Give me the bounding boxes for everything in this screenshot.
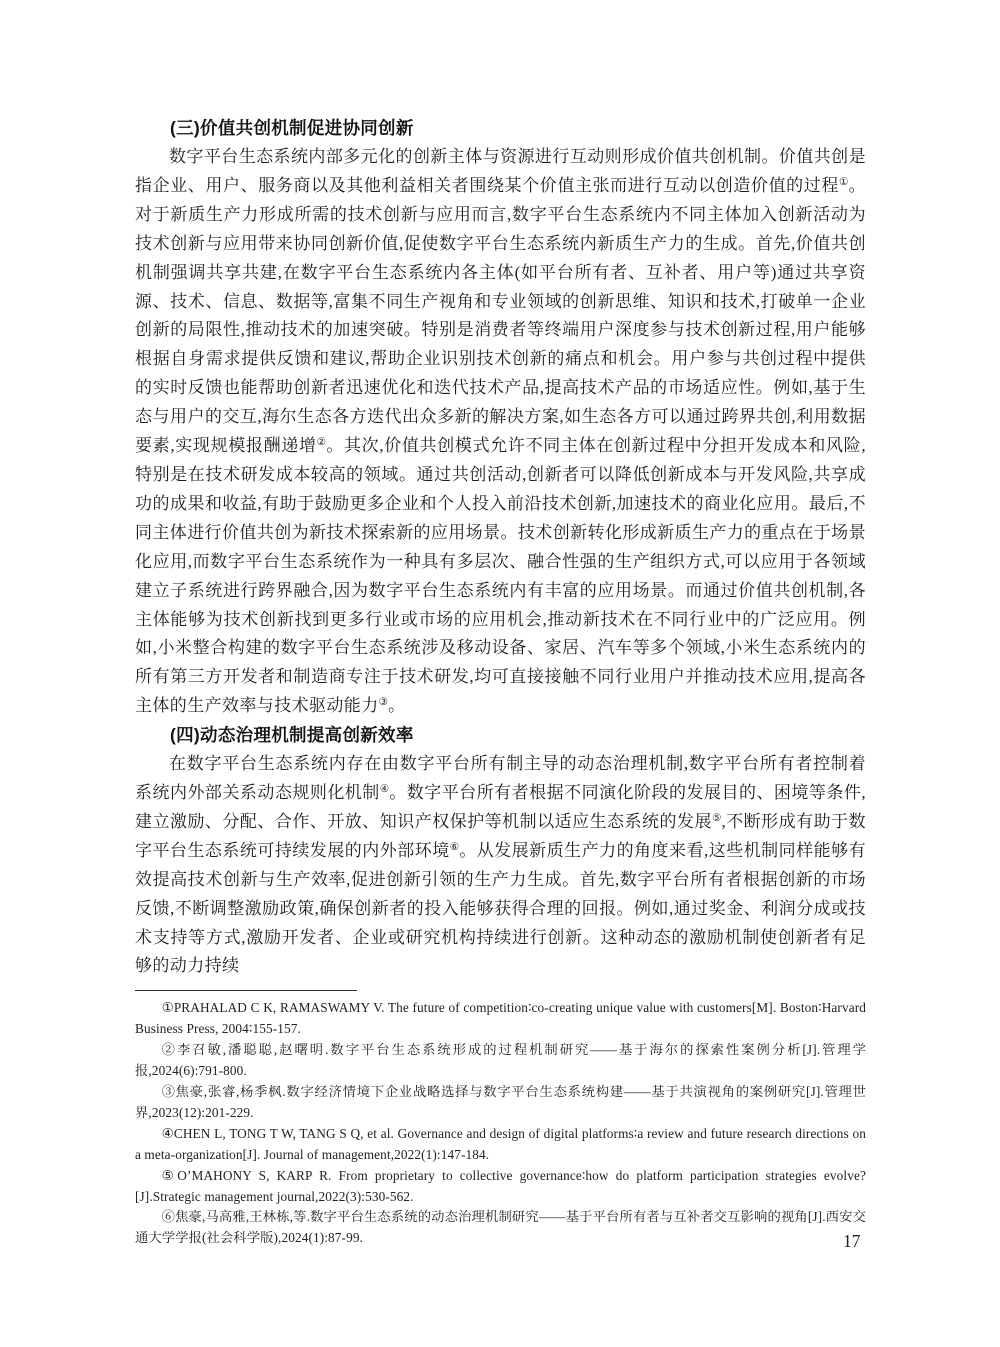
section-heading: (四)动态治理机制提高创新效率 (170, 725, 414, 746)
footnote-text: CHEN L, TONG T W, TANG S Q, et al. Governance and design of digital platforms∶a review and future research directions on a meta-organization[J]. Journal of management,2022(1):147-184. (135, 1125, 866, 1162)
footnote-item (135, 1124, 866, 1166)
footnote-item (135, 998, 866, 1040)
section-heading: (三)价值共创机制促进协同创新 (170, 118, 414, 138)
footnote-text: O’MAHONY S, KARP R. From proprietary to collective governance∶how do platform participation strategies evolve?[J].Strategic management journal,2022(3):530-562. (135, 1167, 866, 1204)
footnote-item (135, 1207, 866, 1249)
footnote-ref: ④ (379, 784, 390, 796)
footnote-marker: ① (161, 1000, 174, 1016)
article-body (135, 114, 866, 1249)
footnote-ref: ② (316, 437, 327, 449)
footnote-marker: ② (161, 1042, 177, 1058)
body-paragraph: 数字平台生态系统内部多元化的创新主体与资源进行互动则形成价值共创机制。价值共创是指企业、用户、服务商以及其他利益相关者围绕某个价值主张而进行互动以创造价值的过程①。对于新质生产力形成所需的技术创新与应用而言,数字平台生态系统内不同主体加入创新活动为技术创新与应用带来协同创新价值,促使数字平台生态系统内新质生产力的生成。首先,价值共创机制强调共享共建,在数字平台生态系统内各主体(如平台所有者、互补者、用户等)通过共享资源、技术、信息、数据等,富集不同生产视角和专业领域的创新思维、知识和技术,打破单一企业创新的局限性,推动技术的加速突破。特别是消费者等终端用户深度参与技术创新过程,用户能够根据自身需求提供反馈和建议,帮助企业识别技术创新的痛点和机会。用户参与共创过程中提供的实时反馈也能帮助创新者迅速优化和迭代技术产品,提高技术产品的市场适应性。例如,基于生态与用户的交互,海尔生态各方迭代出众多新的解决方案,如生态各方可以通过跨界共创,利用数据要素,实现规模报酬递增②。其次,价值共创模式允许不同主体在创新过程中分担开发成本和风险,特别是在技术研发成本较高的领域。通过共创活动,创新者可以降低创新成本与开发风险,共享成功的成果和收益,有助于鼓励更多企业和个人投入前沿技术创新,加速技术的商业化应用。最后,不同主体进行价值共创为新技术探索新的应用场景。技术创新转化形成新质生产力的重点在于场景化应用,而数字平台生态系统作为一种具有多层次、融合性强的生产组织方式,可以应用于各领域建立子系统进行跨界融合,因为数字平台生态系统内有丰富的应用场景。而通过价值共创机制,各主体能够为技术创新找到更多行业或市场的应用机会,推动新技术在不同行业中的广泛应用。例如,小米整合构建的数字平台生态系统涉及移动设备、家居、汽车等多个领域,小米生态系统内的所有第三方开发者和制造商专注于技术研发,均可直接接触不同行业用户并推动技术应用,提高各主体的生产效率与技术驱动能力③。 (135, 147, 867, 716)
footnote-ref: ③ (378, 697, 389, 709)
footnote-item (135, 1082, 866, 1124)
footnote-marker: ⑥ (161, 1209, 176, 1225)
footnote-ref: ⑤ (711, 812, 722, 824)
footnote-text: 焦豪,马高雅,王林栋,等.数字平台生态系统的动态治理机制研究——基于平台所有者与互补者交互影响的视角[J].西安交通大学学报(社会科学版),2024(1):87-99. (135, 1209, 866, 1246)
footnotes-list (135, 998, 866, 1249)
footnote-marker: ⑤ (161, 1167, 178, 1183)
footnote-marker: ③ (161, 1084, 176, 1099)
footnote-divider (135, 990, 357, 991)
footnote-text: PRAHALAD C K, RAMASWAMY V. The future of competition∶co-creating unique value with customers[M]. Boston∶Harvard Business Press, 2004∶155-157. (135, 1000, 866, 1037)
footnote-text: 李召敏,潘聪聪,赵曙明.数字平台生态系统形成的过程机制研究——基于海尔的探索性案例分析[J].管理学报,2024(6):791-800. (135, 1042, 866, 1079)
body-paragraph: 在数字平台生态系统内存在由数字平台所有制主导的动态治理机制,数字平台所有者控制着系统内外部关系动态规则化机制④。数字平台所有者根据不同演化阶段的发展目的、困境等条件,建立激励、分配、合作、开放、知识产权保护等机制以适应生态系统的发展⑤,不断形成有助于数字平台生态系统可持续发展的内外部环境⑥。从发展新质生产力的角度来看,这些机制同样能够有效提高技术创新与生产效率,促进创新引领的生产力生成。首先,数字平台所有者根据创新的市场反馈,不断调整激励政策,确保创新者的投入能够获得合理的回报。例如,通过奖金、利润分成或技术支持等方式,激励开发者、企业或研究机构持续进行创新。这种动态的激励机制使创新者有足够的动力持续 (135, 754, 866, 976)
footnote-ref: ① (838, 176, 849, 188)
footnote-item (135, 1166, 866, 1208)
footnote-marker: ④ (161, 1125, 174, 1141)
page-number: 17 (843, 1231, 861, 1251)
footnote-item (135, 1040, 866, 1082)
footnote-text: 焦豪,张睿,杨季枫.数字经济情境下企业战略选择与数字平台生态系统构建——基于共演视角的案例研究[J].管理世界,2023(12):201-229. (135, 1084, 866, 1120)
footnote-ref: ⑥ (449, 841, 460, 853)
